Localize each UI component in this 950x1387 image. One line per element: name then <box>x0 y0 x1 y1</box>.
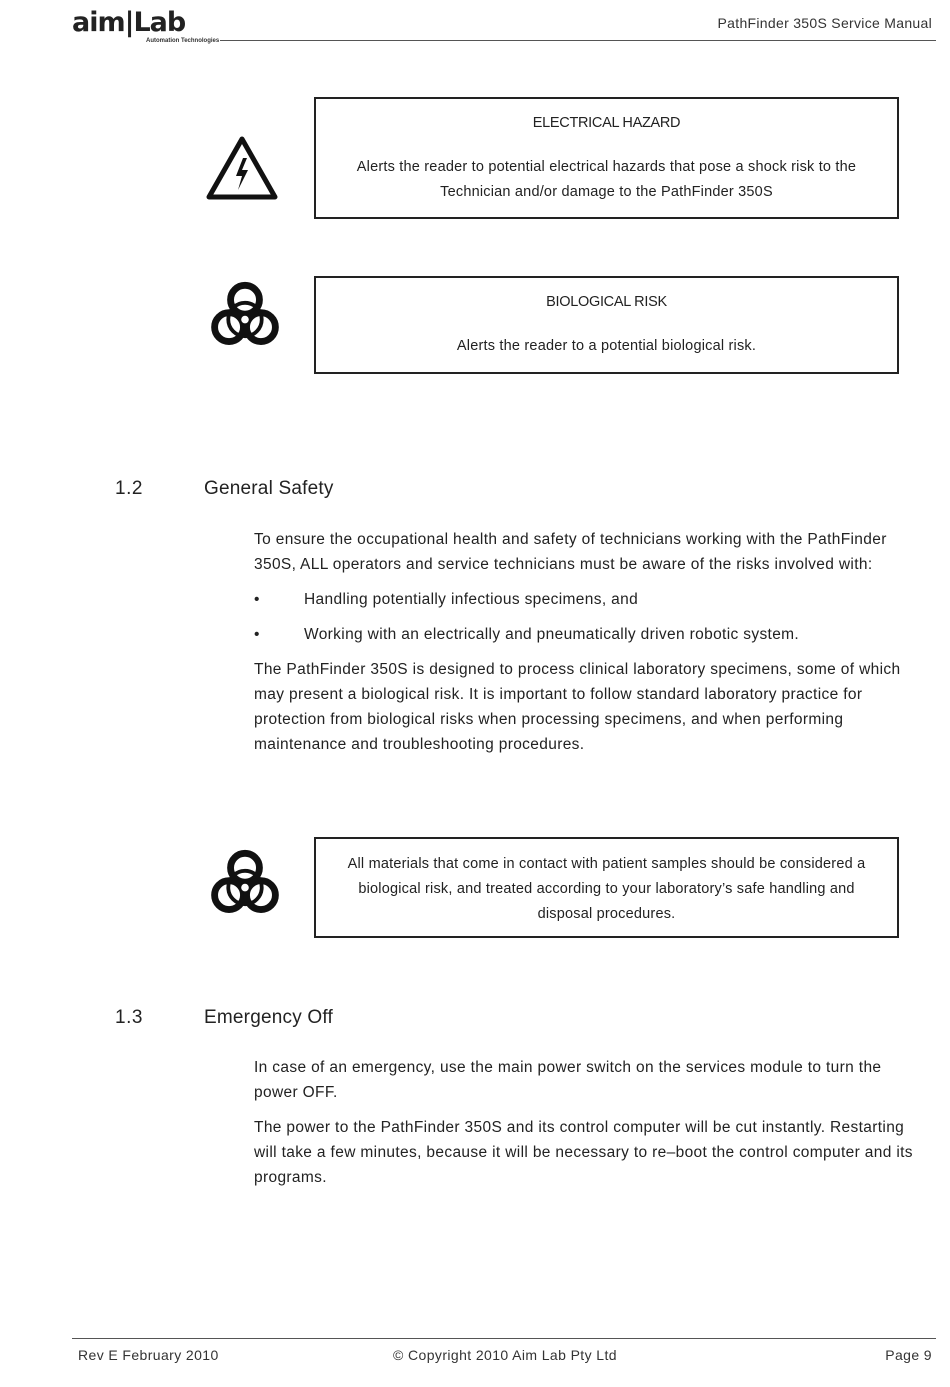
materials-notice <box>314 837 899 938</box>
section-heading: General Safety <box>204 478 334 499</box>
body-paragraph: In case of an emergency, use the main power switch on the services module to turn the power OFF. <box>254 1059 882 1101</box>
section-number: 1.3 <box>115 1007 143 1028</box>
electrical-hazard-notice <box>314 97 899 219</box>
section-heading: Emergency Off <box>204 1007 333 1028</box>
notice-text: Alerts the reader to a potential biological risk. <box>456 338 757 354</box>
logo-subtitle: Automation Technologies <box>146 38 220 44</box>
list-item: • Handling potentially infectious specimens, and <box>254 587 926 612</box>
aimlab-logo <box>72 8 222 44</box>
biohazard-icon <box>204 280 286 356</box>
notice-text: Alerts the reader to potential electrical hazards that pose a shock risk to the Technician and/or damage to the PathFinder 350S <box>356 159 857 200</box>
header-rule <box>220 40 936 41</box>
notice-text: All materials that come in contact with patient samples should be considered a biological risk, and treated according to your laboratory’s safe handling and disposal procedures. <box>347 856 866 922</box>
risk-list <box>254 587 926 647</box>
body-paragraph: The PathFinder 350S is designed to process clinical laboratory specimens, some of which may present a biological risk. It is important to follow standard laboratory practice for protection from biological risks when processing specimens, and when performing maintenance and troubleshooting procedures. <box>254 661 901 753</box>
notice-title: BIOLOGICAL RISK <box>546 294 667 310</box>
general-safety-body <box>254 527 926 767</box>
biohazard-icon <box>204 848 286 924</box>
page-number: Page 9 <box>885 1347 932 1363</box>
copyright-label: © Copyright 2010 Aim Lab Pty Ltd <box>393 1347 617 1363</box>
emergency-off-body <box>254 1055 926 1200</box>
biological-risk-notice <box>314 276 899 374</box>
document-title: PathFinder 350S Service Manual <box>717 15 932 31</box>
intro-paragraph: To ensure the occupational health and safety of technicians working with the PathFinder 350S, ALL operators and service technicians must be aware of the risks involved with: <box>254 531 887 573</box>
bullet-icon: • <box>254 626 260 643</box>
notice-title: ELECTRICAL HAZARD <box>532 115 681 131</box>
logo-text: aim|Lab <box>72 7 186 38</box>
bullet-icon: • <box>254 591 260 608</box>
revision-label: Rev E February 2010 <box>78 1347 219 1363</box>
footer-rule <box>72 1338 936 1339</box>
electrical-hazard-icon <box>206 136 278 200</box>
list-item: • Working with an electrically and pneumatically driven robotic system. <box>254 622 926 647</box>
section-number: 1.2 <box>115 478 143 499</box>
body-paragraph: The power to the PathFinder 350S and its control computer will be cut instantly. Restarting will take a few minutes, because it will be necessary to re–boot the control computer and its programs. <box>254 1119 913 1186</box>
